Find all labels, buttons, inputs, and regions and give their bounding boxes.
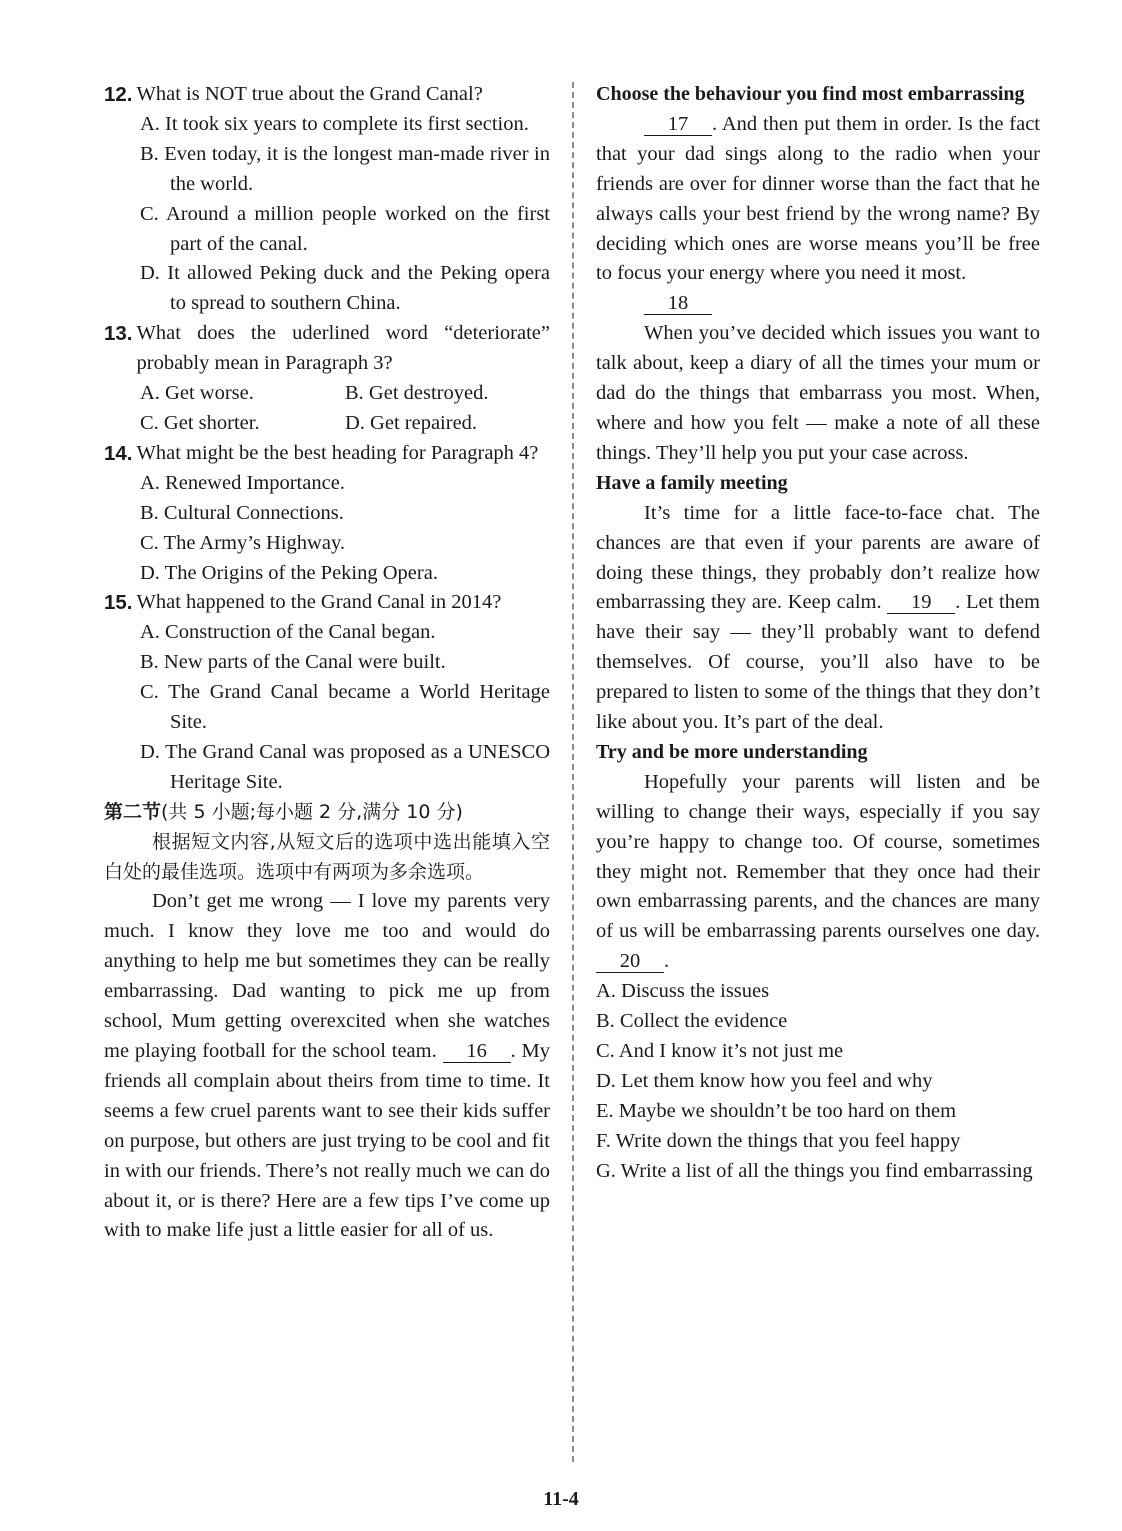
paragraph-text: Hopefully your parents will listen and be willing to change their ways, especially if you say you’re happy to change too. Of course, sometimes they might not. Remember that they once had their own embarrassing parents, and the chances are many of us will be embarrassing parents ourselves one day. [596,770,1040,943]
section-note: (共 5 小题;每小题 2 分,满分 10 分) [161,800,463,823]
paragraph-3 [596,499,1040,738]
options-row [104,379,550,409]
option-12a: A. It took six years to complete its first section. [140,112,529,135]
answer-option-f: F. Write down the things that you feel happy [596,1129,961,1152]
answer-option-b: B. Collect the evidence [596,1010,788,1033]
paragraph-text: . And then put them in order. Is the fact that your dad sings along to the radio when your friends are over for dinner worse than the fact that he always calls your best friend by the wrong name? By deciding which ones are worse means you’ll be free to focus your energy where you need it most. [596,112,1040,285]
option-14c: C. The Army’s Highway. [140,531,345,554]
blank-18-line [596,289,1040,319]
option-14d: D. The Origins of the Peking Opera. [140,561,438,584]
option-12d: D. It allowed Peking duck and the Peking opera to spread to southern China. [140,262,550,315]
answer-option-e: E. Maybe we shouldn’t be too hard on them [596,1099,957,1122]
question-number: 15. [104,591,133,615]
question-15 [104,588,550,618]
paragraph-text: . Let them have their say — they’ll probably want to defend themselves. Of course, you’ll also have to be prepared to listen to some of the things that they don’t like about you. It’s part of the deal. [596,591,1040,734]
blank-20[interactable]: 20 [596,950,664,973]
answer-option-a: A. Discuss the issues [596,980,770,1003]
right-column [596,80,1040,1187]
blank-17[interactable]: 17 [644,113,712,136]
option-13d: D. Get repaired. [345,411,478,434]
left-column [104,80,550,1246]
options-row [104,409,550,439]
answer-option-c: C. And I know it’s not just me [596,1040,844,1062]
blank-18[interactable]: 18 [644,292,712,315]
paragraph-2: When you’ve decided which issues you want to talk about, keep a diary of all the times your mum or dad do the things that embarrass you most. When, where and how you felt — make a note of all these things. They’ll help you put your case across. [596,322,1040,464]
page-number: 11-4 [543,1488,579,1510]
paragraph-text: It’s time for a little face-to-face chat. The chances are that even if your parents are aware of doing these things, they probably don’t realize how embarrassing they are. Keep calm. [596,501,1040,614]
question-number: 14. [104,441,133,465]
answer-option-g: G. Write a list of all the things you find embarrassing [596,1159,1033,1182]
paragraph-4 [596,768,1040,977]
option-12b: B. Even today, it is the longest man-made river in the world. [140,142,550,195]
blank-16[interactable]: 16 [443,1040,511,1063]
paragraph-1 [596,110,1040,289]
heading-understanding: Try and be more understanding [596,740,868,763]
column-divider [572,82,574,1462]
option-13a: A. Get worse. [140,382,254,405]
question-number: 12. [104,83,133,106]
option-15c: C. The Grand Canal became a World Heritage Site. [140,681,550,734]
option-12c: C. Around a million people worked on the first part of the canal. [140,202,550,255]
question-text: What does the uderlined word “deteriorate” probably mean in Paragraph 3? [136,322,550,375]
option-13b: B. Get destroyed. [345,382,489,405]
blank-19[interactable]: 19 [887,591,955,614]
section-title: 第二节 [104,800,162,823]
question-text: What is NOT true about the Grand Canal? [136,83,483,105]
option-15a: A. Construction of the Canal began. [140,621,436,644]
passage-text: . My friends all complain about theirs from time to time. It seems a few cruel parents want to see their kids suffer on purpose, but others are just trying to be cool and fit in with our friends. There’s not really much we can do about it, or is there? Here are a few tips I’ve come up with to make life just a little easier for all of us. [104,1040,551,1242]
heading-family-meeting: Have a family meeting [596,471,788,494]
question-12 [104,80,550,110]
option-14a: A. Renewed Importance. [140,471,345,494]
answer-option-d: D. Let them know how you feel and why [596,1069,933,1092]
option-15d: D. The Grand Canal was proposed as a UNESCO Heritage Site. [140,740,550,793]
heading-choose-behaviour: Choose the behaviour you find most embarrassing [596,83,1025,105]
section-header [104,798,550,828]
question-number: 13. [104,322,133,346]
passage-intro [104,887,550,1246]
option-15b: B. New parts of the Canal were built. [140,651,446,674]
question-13 [104,319,550,379]
question-text: What happened to the Grand Canal in 2014? [136,591,502,614]
question-14 [104,439,550,469]
paragraph-end: . [664,950,670,973]
passage-text: Don’t get me wrong — I love my parents very much. I know they love me too and would do anything to help me but sometimes they can be really embarrassing. Dad wanting to pick me up from school, Mum getting overexcited when she watches me playing football for the school team. [104,890,550,1062]
option-14b: B. Cultural Connections. [140,501,344,524]
question-text: What might be the best heading for Paragraph 4? [136,441,539,464]
option-13c: C. Get shorter. [140,411,260,434]
section-instructions: 根据短文内容,从短文后的选项中选出能填入空白处的最佳选项。选项中有两项为多余选项。 [104,830,550,883]
